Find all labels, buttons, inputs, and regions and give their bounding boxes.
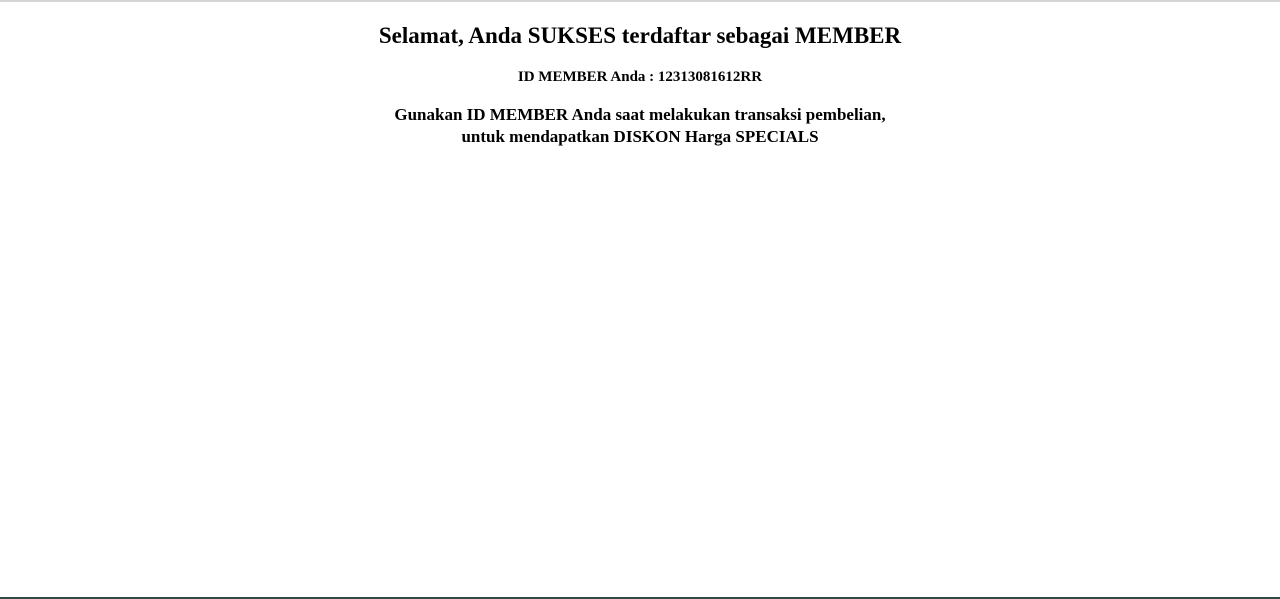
- discount-info: [0, 104, 1280, 148]
- discount-info-line-1: Gunakan ID MEMBER Anda saat melakukan transaksi pembelian,: [394, 105, 886, 124]
- page-title: Selamat, Anda SUKSES terdaftar sebagai MEMBER: [378, 23, 902, 48]
- member-id-value: 12313081612RR: [657, 69, 763, 85]
- member-id-line: [0, 67, 1280, 87]
- member-id-label: ID MEMBER Anda :: [517, 69, 658, 85]
- discount-info-line-2: untuk mendapatkan DISKON Harga SPECIALS: [461, 127, 819, 146]
- top-border: [0, 0, 1280, 2]
